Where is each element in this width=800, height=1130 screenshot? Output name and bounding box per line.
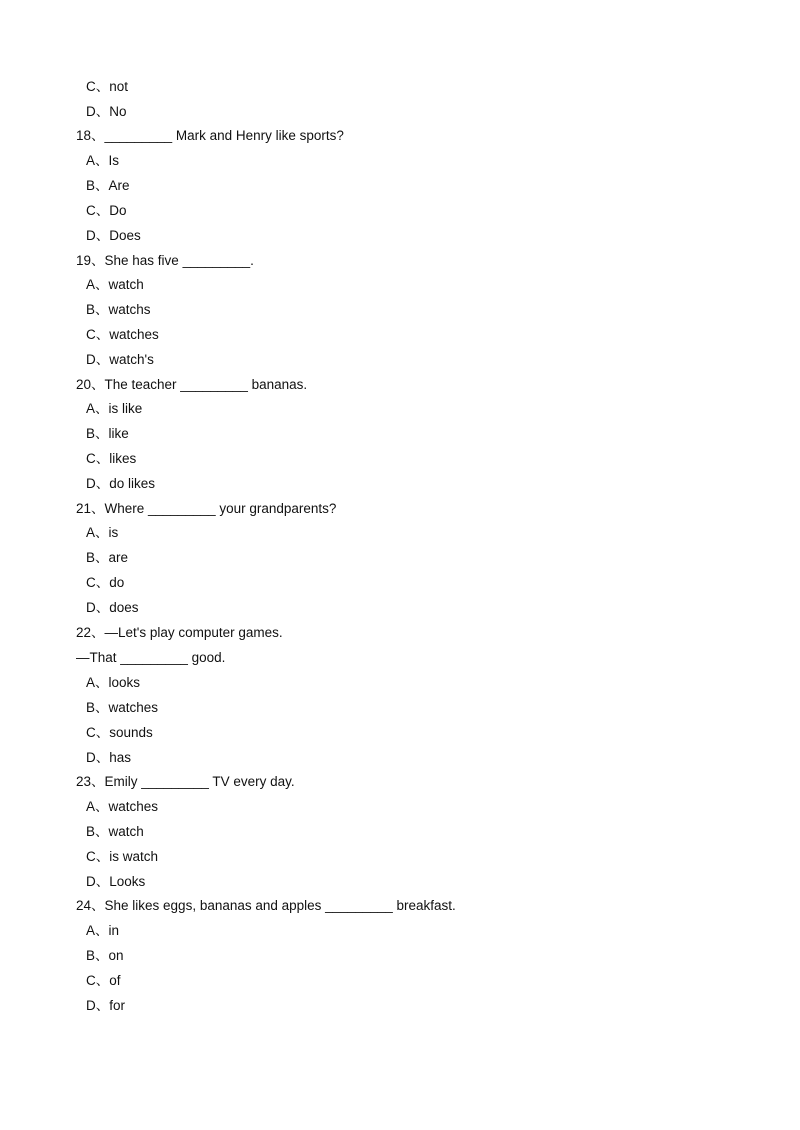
option-20-b: B、like [86, 426, 129, 441]
question-19: 19、She has five _________. [76, 253, 254, 268]
option-19-d: D、watch's [86, 352, 154, 367]
option-24-b: B、on [86, 948, 124, 963]
option-23-d: D、Looks [86, 874, 146, 889]
question-22-reply: —That _________ good. [76, 650, 226, 665]
option-24-c: C、of [86, 973, 121, 988]
option-23-c: C、is watch [86, 849, 159, 864]
option-18-d: D、Does [86, 228, 141, 243]
option-18-a: A、Is [86, 153, 120, 168]
option-22-a: A、looks [86, 675, 141, 690]
option-24-a: A、in [86, 923, 120, 938]
question-21: 21、Where _________ your grandparents? [76, 501, 337, 516]
option-17-c: C、not [86, 79, 129, 94]
option-23-a: A、watches [86, 799, 159, 814]
option-19-c: C、watches [86, 327, 159, 342]
option-18-c: C、Do [86, 203, 127, 218]
question-24: 24、She likes eggs, bananas and apples _________ breakfast. [76, 898, 456, 913]
option-21-a: A、is [86, 525, 119, 540]
option-20-d: D、do likes [86, 476, 156, 491]
option-22-c: C、sounds [86, 725, 153, 740]
option-17-d: D、No [86, 104, 127, 119]
option-20-c: C、likes [86, 451, 137, 466]
option-24-d: D、for [86, 998, 126, 1013]
question-22: 22、—Let's play computer games. [76, 625, 283, 640]
option-23-b: B、watch [86, 824, 144, 839]
option-21-b: B、are [86, 550, 129, 565]
option-21-c: C、do [86, 575, 125, 590]
option-18-b: B、Are [86, 178, 130, 193]
option-22-d: D、has [86, 750, 132, 765]
question-23: 23、Emily _________ TV every day. [76, 774, 295, 789]
question-20: 20、The teacher _________ bananas. [76, 377, 308, 392]
option-21-d: D、does [86, 600, 139, 615]
option-22-b: B、watches [86, 700, 159, 715]
option-19-b: B、watchs [86, 302, 151, 317]
option-20-a: A、is like [86, 401, 143, 416]
option-19-a: A、watch [86, 277, 144, 292]
question-18: 18、_________ Mark and Henry like sports? [76, 128, 344, 143]
